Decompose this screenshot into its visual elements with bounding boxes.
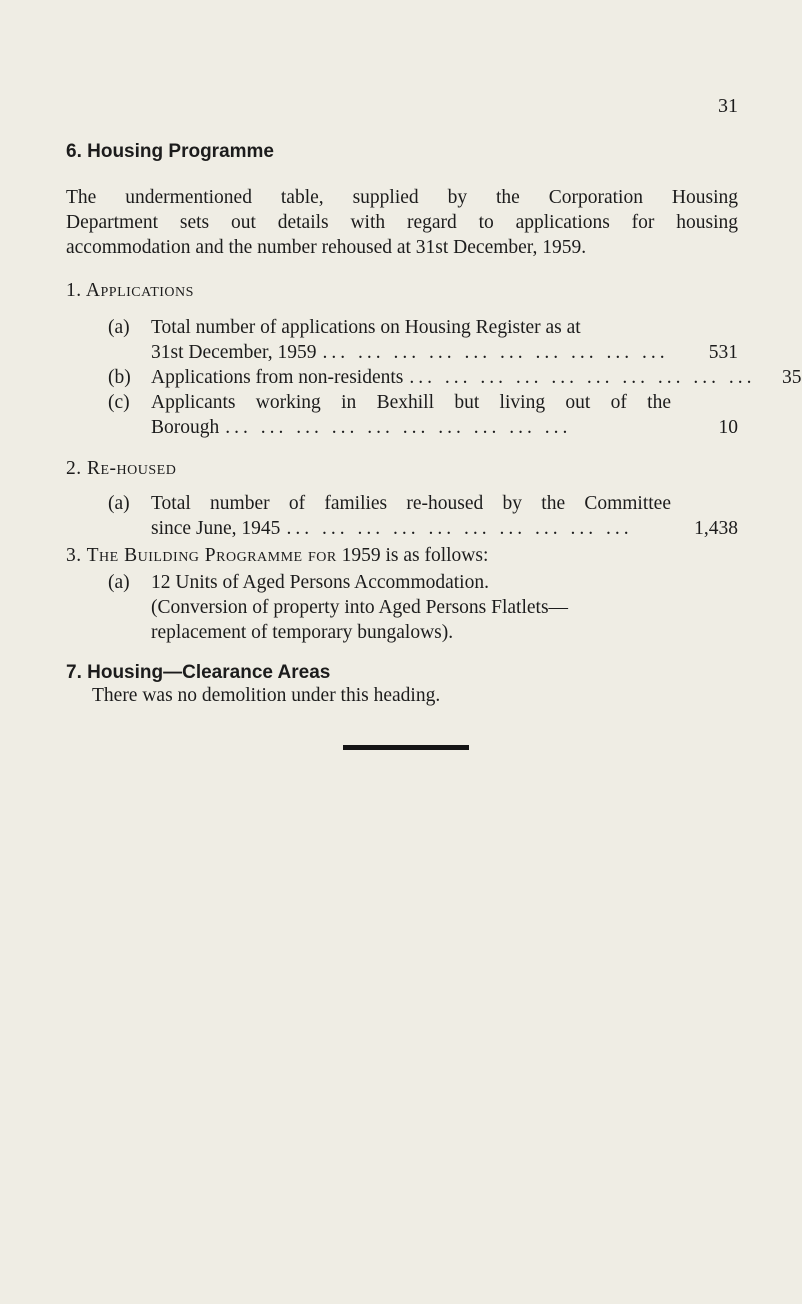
item-text: Total number of families re-housed by the Committee [151,493,671,514]
item-value: 10 [718,417,738,438]
item-value: 1,438 [694,518,738,539]
building-item-a [108,570,738,645]
section-7-text: There was no demolition under this heading. [92,685,441,706]
building-title [66,545,488,567]
item-text: Total number of applications on Housing Register as at [151,317,581,338]
item-text: Applications from non-residents [151,367,404,388]
leader-dots: ... ... ... ... ... ... ... ... ... ... [225,417,572,438]
item-letter: (a) [108,572,130,593]
item-text: since June, 1945 [151,518,281,539]
applications-item-a [108,315,738,365]
item-letter: (a) [108,493,130,514]
item-letter: (b) [108,367,131,388]
leader-dots: ... ... ... ... ... ... ... ... ... ... [409,367,756,388]
leader-dots: ... ... ... ... ... ... ... ... ... ... [322,342,669,363]
intro-line: The undermentioned table, supplied by the Corporation Housing [66,187,738,208]
item-text: (Conversion of property into Aged Persons Flatlets— [151,597,569,618]
section-7-heading: 7. Housing—Clearance Areas [66,662,331,683]
item-text: 12 Units of Aged Persons Accommodation. [151,572,489,593]
item-text: replacement of temporary bungalows). [151,622,454,643]
rehoused-title: 2. Re-housed [66,458,177,479]
item-value: 531 [708,342,738,363]
section-6-heading: 6. Housing Programme [66,141,274,162]
item-text: 31st December, 1959 [151,342,317,363]
item-text: Applicants working in Bexhill but living out of the [151,392,671,413]
item-value: 35 [782,367,802,388]
item-letter: (c) [108,392,130,413]
applications-item-b [108,365,802,390]
item-letter: (a) [108,317,130,338]
applications-title: 1. Applications [66,280,194,301]
section-6-intro [66,185,738,260]
building-title-suffix: 1959 is as follows: [341,545,489,566]
intro-line: Department sets out details with regard to applications for housing [66,212,738,233]
end-rule [343,745,469,750]
leader-dots: ... ... ... ... ... ... ... ... ... ... [286,518,633,539]
rehoused-item-a [108,491,738,541]
building-title-prefix: 3. The Building Programme for [66,545,337,566]
applications-item-c [108,390,738,440]
intro-line: accommodation and the number rehoused at 31st December, 1959. [66,237,587,258]
page-number: 31 [718,95,738,117]
item-text: Borough [151,417,220,438]
